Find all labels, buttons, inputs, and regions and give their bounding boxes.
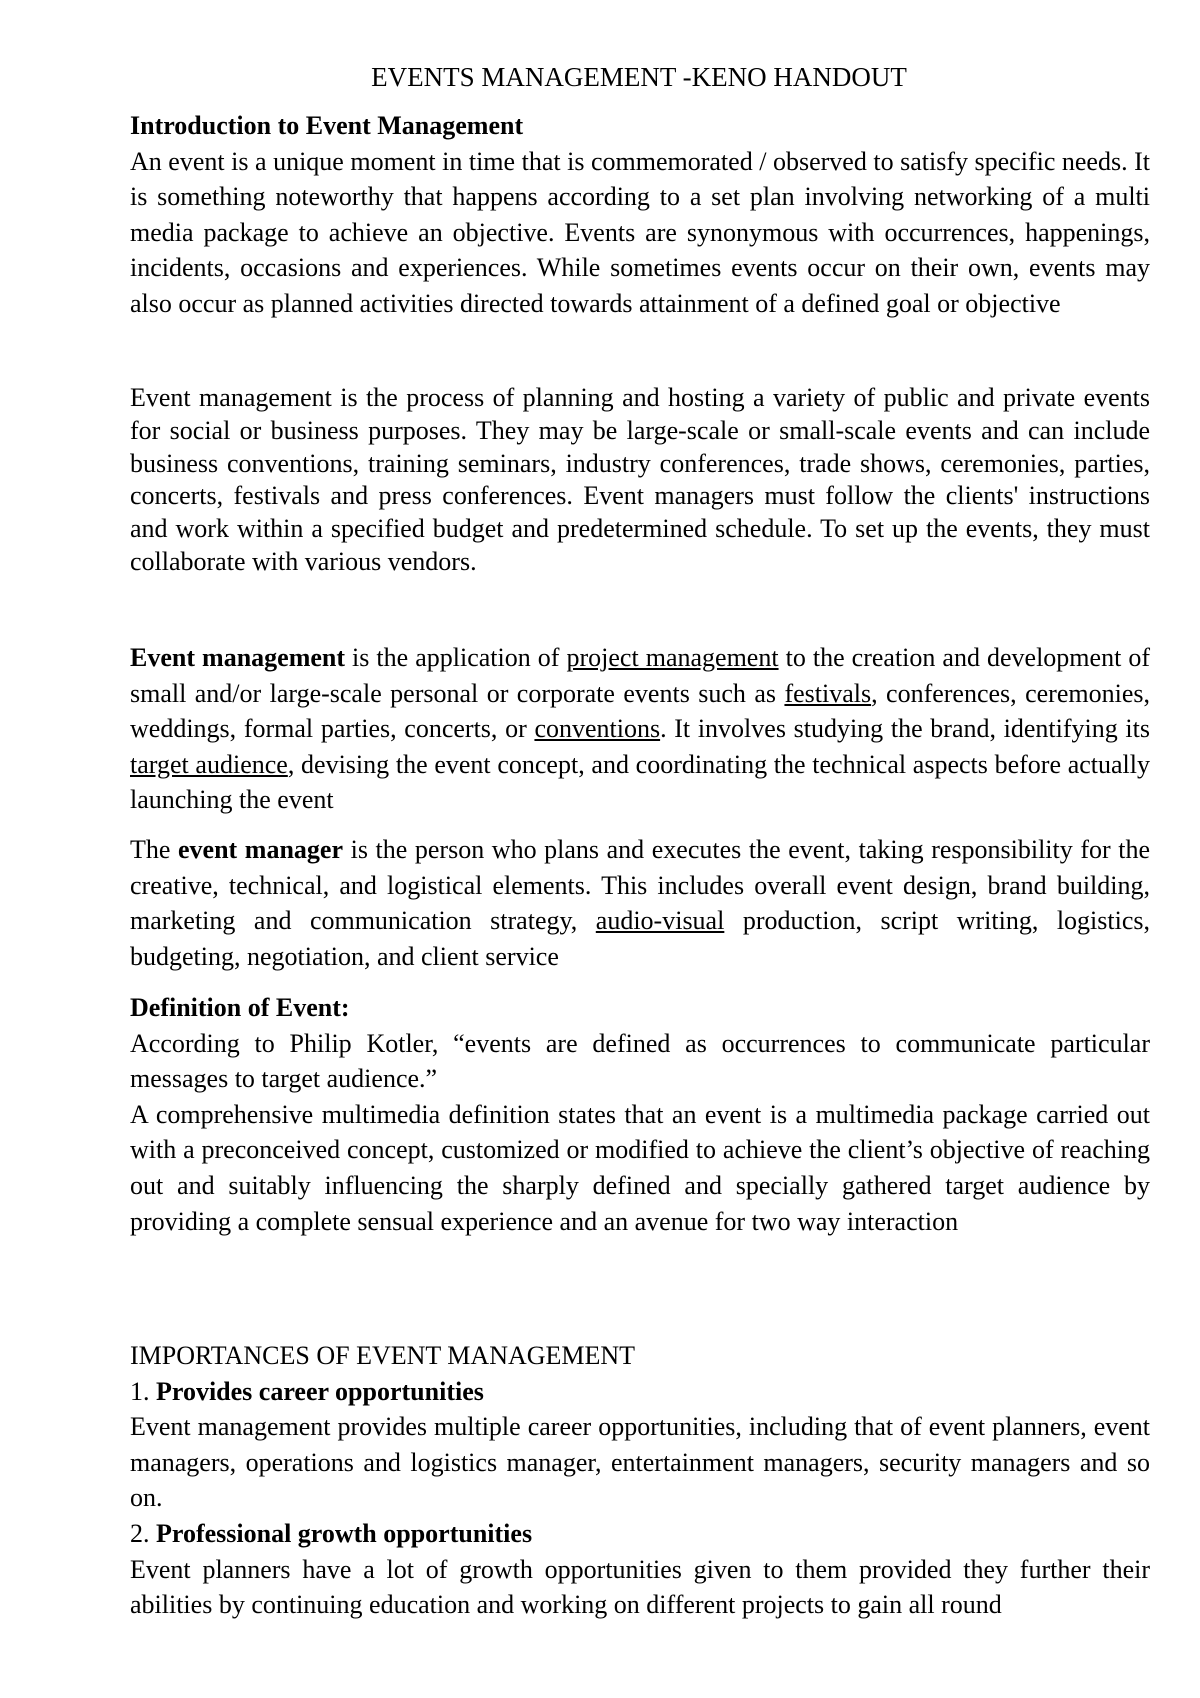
application-text-5: , devising the event concept, and coordinating the technical aspects before actually launching the event [130, 749, 1151, 815]
importance-item-1-title-line [130, 1374, 1150, 1410]
manager-paragraph [130, 832, 1150, 974]
application-text-1: is the application of [345, 643, 567, 672]
importance-item-1-number: 1. [130, 1376, 156, 1406]
project-management-link[interactable]: project management [566, 643, 779, 672]
manager-text-2: is the person who plans and executes the event, taking responsibility for the creative, technical, and logistical elements. This includes overall event design, brand building, marketing and communication strategy, [130, 835, 1151, 936]
application-text-2: to the creation and development of small and/or large-scale personal or corporate events such as [130, 643, 1150, 708]
intro-paragraph: An event is a unique moment in time that is commemorated / observed to satisfy specific needs. It is something noteworthy that happens according to a set plan involving networking of a multi media package to achieve an objective. Events are synonymous with occurrences, happenings, incidents, occasions and experiences. While sometimes events occur on their own, events may also occur as planned activities directed towards attainment of a defined goal or objective [130, 146, 1150, 318]
importance-item-2-title-line [130, 1516, 1150, 1552]
importance-item-1-title: Provides career opportunities [156, 1376, 484, 1406]
importance-item-2-number: 2. [130, 1518, 156, 1548]
target-audience-link[interactable]: target audience [130, 749, 288, 779]
event-manager-term: event manager [178, 835, 344, 864]
process-paragraph: Event management is the process of planning and hosting a variety of public and private events for social or business purposes. They may be large-scale or small-scale events and can include business conventions, training seminars, industry conferences, trade shows, ceremonies, parties, concerts, festivals and press conferences. Event managers must follow the clients' instructions and work within a specified budget and predetermined schedule. To set up the events, they must collaborate with various vendors. [130, 383, 1150, 576]
importance-item-2-body: Event planners have a lot of growth opportunities given to them provided they further their abilities by continuing education and working on different projects to gain all round [130, 1554, 1150, 1620]
application-text-4: . It involves studying the brand, identifying its [660, 714, 1150, 744]
importances-section [130, 1338, 1150, 1623]
importances-heading: IMPORTANCES OF EVENT MANAGEMENT [130, 1341, 636, 1370]
multimedia-definition: A comprehensive multimedia definition states that an event is a multimedia package carried out with a preconceived concept, customized or modified to achieve the client’s objective of reaching out and suitably influencing the sharply defined and specially gathered target audience by providing a complete sensual experience and an avenue for two way interaction [130, 1099, 1150, 1236]
manager-text-3: production, script writing, logistics, budgeting, negotiation, and client service [130, 906, 1150, 971]
festivals-link[interactable]: festivals [784, 678, 872, 708]
definition-heading: Definition of Event: [130, 993, 350, 1022]
manager-section [130, 832, 1150, 974]
application-lead-term: Event management [130, 643, 346, 672]
intro-heading: Introduction to Event Management [130, 111, 524, 140]
document-title: EVENTS MANAGEMENT -KENO HANDOUT [371, 62, 907, 92]
definition-section [130, 990, 1150, 1239]
application-text-3: , conferences, ceremonies, weddings, formal parties, concerts, or [130, 678, 1150, 744]
conventions-link[interactable]: conventions [534, 714, 661, 744]
manager-text-1: The [130, 835, 179, 864]
process-section [130, 382, 1150, 579]
importance-item-1-body: Event management provides multiple career opportunities, including that of event planners, event managers, operations and logistics manager, entertainment managers, security managers and so on. [130, 1412, 1150, 1513]
kotler-definition: According to Philip Kotler, “events are defined as occurrences to communicate particular messages to target audience.” [130, 1028, 1150, 1094]
intro-section [130, 108, 1150, 322]
application-paragraph [130, 640, 1150, 818]
application-section [130, 640, 1150, 818]
audio-visual-link[interactable]: audio-visual [595, 906, 725, 936]
importance-item-2-title: Professional growth opportunities [156, 1518, 533, 1548]
